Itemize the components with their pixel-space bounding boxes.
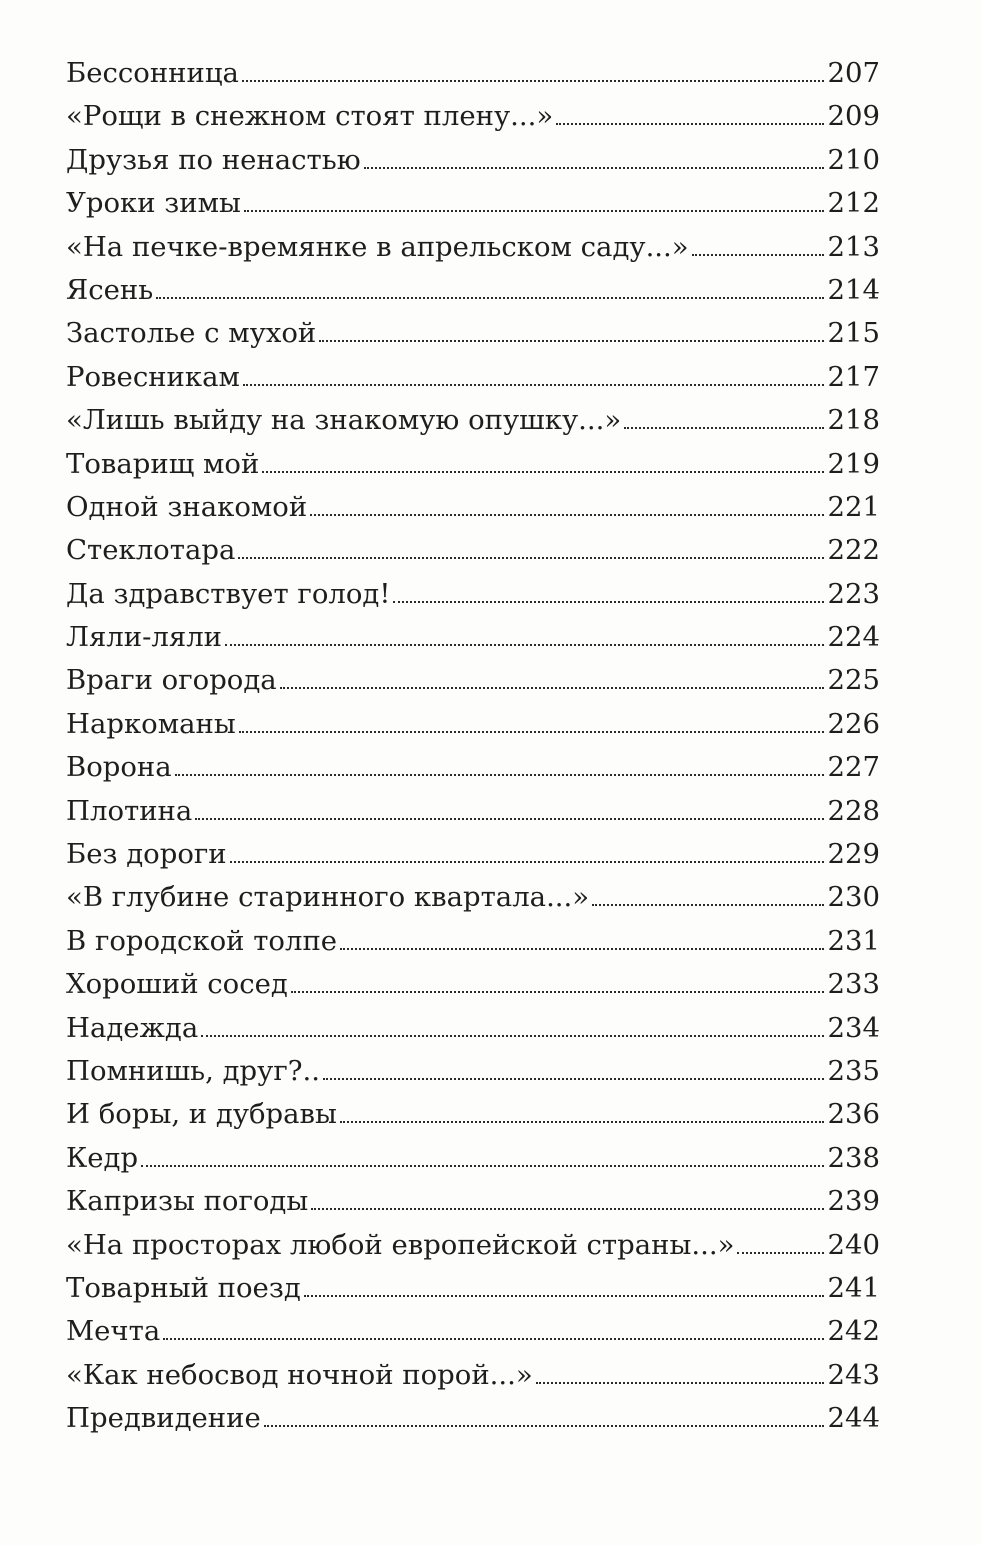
dot-leader xyxy=(323,1077,824,1080)
toc-entry-page: 219 xyxy=(827,447,880,480)
toc-entry xyxy=(66,529,880,572)
toc-entry-title: Друзья по ненастью xyxy=(66,143,361,176)
dot-leader xyxy=(238,556,823,559)
toc-entry-page: 230 xyxy=(827,881,880,914)
toc-entry-title: Ворона xyxy=(66,751,172,784)
toc-entry xyxy=(66,1137,880,1180)
dot-leader xyxy=(340,947,823,950)
toc-entry-page: 224 xyxy=(827,621,880,654)
toc-entry-page: 234 xyxy=(827,1011,880,1044)
toc-entry-page: 213 xyxy=(827,230,880,263)
dot-leader xyxy=(175,773,824,776)
dot-leader xyxy=(141,1164,823,1167)
toc-entry xyxy=(66,1093,880,1136)
toc-entry xyxy=(66,356,880,399)
toc-entry-page: 221 xyxy=(827,490,880,523)
toc-entry-title: Наркоманы xyxy=(66,707,236,740)
dot-leader xyxy=(556,122,823,125)
toc-entry-page: 223 xyxy=(827,577,880,610)
dot-leader xyxy=(230,860,824,863)
toc-entry-title: «Как небосвод ночной порой...» xyxy=(66,1358,533,1391)
toc-entry xyxy=(66,1267,880,1310)
dot-leader xyxy=(201,1034,823,1037)
table-of-contents xyxy=(66,52,880,1441)
toc-entry-page: 229 xyxy=(827,838,880,871)
toc-entry-title: Да здравствует голод! xyxy=(66,577,391,610)
toc-entry-title: Бессонница xyxy=(66,57,239,89)
toc-entry-title: Плотина xyxy=(66,794,193,827)
toc-entry xyxy=(66,616,880,659)
toc-entry xyxy=(66,963,880,1006)
toc-entry-page: 239 xyxy=(827,1185,880,1218)
dot-leader xyxy=(737,1251,823,1254)
toc-entry-title: Уроки зимы xyxy=(66,187,241,220)
toc-entry-page: 225 xyxy=(827,664,880,697)
toc-entry-page: 236 xyxy=(827,1098,880,1131)
dot-leader xyxy=(340,1120,824,1123)
toc-entry xyxy=(66,1397,880,1440)
toc-entry-page: 240 xyxy=(827,1228,880,1261)
dot-leader xyxy=(243,383,824,386)
toc-entry-page: 218 xyxy=(827,404,880,437)
toc-entry-title: Товарищ мой xyxy=(66,447,260,480)
dot-leader xyxy=(311,1207,823,1210)
dot-leader xyxy=(310,513,823,516)
toc-entry xyxy=(66,443,880,486)
toc-entry-title: В городской толпе xyxy=(66,924,338,957)
dot-leader xyxy=(291,990,824,993)
dot-leader xyxy=(242,79,824,82)
toc-entry-page: 235 xyxy=(827,1054,880,1087)
toc-entry-title: Надежда xyxy=(66,1011,199,1044)
toc-entry-title: Ляли-ляли xyxy=(66,621,223,654)
dot-leader xyxy=(239,730,824,733)
toc-entry xyxy=(66,876,880,919)
toc-entry-page: 215 xyxy=(827,317,880,350)
dot-leader xyxy=(163,1337,823,1340)
toc-entry-page: 222 xyxy=(827,534,880,567)
toc-entry-page: 228 xyxy=(827,794,880,827)
toc-entry xyxy=(66,659,880,702)
toc-entry-title: Ясень xyxy=(66,273,154,306)
dot-leader xyxy=(264,1424,824,1427)
dot-leader xyxy=(624,426,823,429)
toc-entry-page: 210 xyxy=(827,143,880,176)
dot-leader xyxy=(592,903,823,906)
toc-entry xyxy=(66,573,880,616)
dot-leader xyxy=(262,470,823,473)
toc-entry-page: 212 xyxy=(827,187,880,220)
toc-entry-page: 242 xyxy=(827,1315,880,1348)
toc-entry-title: Предвидение xyxy=(66,1402,261,1435)
toc-entry xyxy=(66,920,880,963)
toc-entry-page: 227 xyxy=(827,751,880,784)
toc-entry xyxy=(66,1354,880,1397)
dot-leader xyxy=(319,339,823,342)
toc-entry-page: 244 xyxy=(827,1402,880,1435)
toc-entry xyxy=(66,139,880,182)
toc-entry-page: 217 xyxy=(827,360,880,393)
toc-entry-title: Помнишь, друг?.. xyxy=(66,1054,320,1087)
toc-entry xyxy=(66,269,880,312)
dot-leader xyxy=(692,253,824,256)
toc-entry xyxy=(66,1224,880,1267)
toc-entry-title: «Лишь выйду на знакомую опушку...» xyxy=(66,404,622,437)
toc-entry xyxy=(66,1310,880,1353)
toc-entry xyxy=(66,790,880,833)
dot-leader xyxy=(280,686,824,689)
dot-leader xyxy=(393,600,823,603)
toc-entry xyxy=(66,746,880,789)
dot-leader xyxy=(244,209,824,212)
toc-entry-title: «На просторах любой европейской страны...» xyxy=(66,1228,735,1261)
toc-entry-title: И боры, и дубравы xyxy=(66,1098,337,1131)
toc-entry xyxy=(66,833,880,876)
toc-entry xyxy=(66,182,880,225)
toc-entry xyxy=(66,486,880,529)
toc-entry-title: Одной знакомой xyxy=(66,490,308,523)
toc-entry xyxy=(66,703,880,746)
dot-leader xyxy=(364,166,824,169)
dot-leader xyxy=(304,1294,824,1297)
toc-entry xyxy=(66,226,880,269)
toc-entry-page: 243 xyxy=(827,1358,880,1391)
dot-leader xyxy=(195,817,823,820)
toc-entry xyxy=(66,312,880,355)
toc-entry xyxy=(66,1007,880,1050)
toc-entry-title: Враги огорода xyxy=(66,664,277,697)
toc-entry-title: Хороший сосед xyxy=(66,968,288,1001)
toc-entry-page: 231 xyxy=(827,924,880,957)
toc-entry-page: 238 xyxy=(827,1141,880,1174)
toc-entry-title: «На печке-времянке в апрельском саду...» xyxy=(66,230,689,263)
toc-entry xyxy=(66,1180,880,1223)
toc-entry-page: 209 xyxy=(827,100,880,133)
toc-entry xyxy=(66,52,880,95)
dot-leader xyxy=(225,643,823,646)
toc-entry-title: Капризы погоды xyxy=(66,1185,309,1218)
toc-entry-title: «Рощи в снежном стоят плену...» xyxy=(66,100,554,133)
toc-entry-page: 241 xyxy=(827,1271,880,1304)
dot-leader xyxy=(156,296,823,299)
toc-entry-title: Мечта xyxy=(66,1315,161,1348)
toc-entry-title: Застолье с мухой xyxy=(66,317,317,350)
toc-entry-title: Ровесникам xyxy=(66,360,240,393)
toc-entry-title: Стеклотара xyxy=(66,534,236,567)
toc-entry xyxy=(66,1050,880,1093)
toc-entry xyxy=(66,399,880,442)
toc-entry xyxy=(66,95,880,138)
toc-entry-page: 207 xyxy=(827,57,880,89)
toc-entry-page: 226 xyxy=(827,707,880,740)
toc-entry-page: 214 xyxy=(827,273,880,306)
dot-leader xyxy=(536,1381,824,1384)
toc-entry-title: Кедр xyxy=(66,1141,139,1174)
toc-entry-page: 233 xyxy=(827,968,880,1001)
toc-entry-title: Товарный поезд xyxy=(66,1271,301,1304)
toc-entry-title: Без дороги xyxy=(66,838,227,871)
toc-entry-title: «В глубине старинного квартала...» xyxy=(66,881,590,914)
